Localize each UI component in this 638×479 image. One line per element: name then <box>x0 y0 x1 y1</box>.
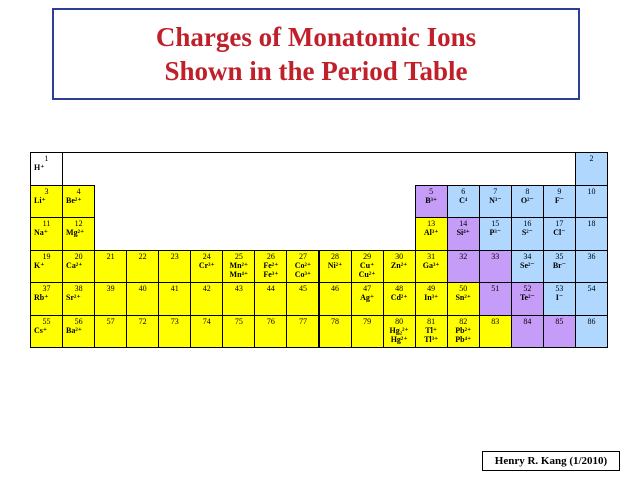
element-cell-47 <box>351 282 384 316</box>
ion-list <box>63 326 94 335</box>
element-cell-5 <box>415 185 448 219</box>
atomic-number: 30 <box>395 251 404 261</box>
element-cell-4 <box>62 185 95 219</box>
atomic-number: 19 <box>42 251 51 261</box>
element-cell-38 <box>62 282 95 316</box>
ion-symbol: Ca²⁺ <box>66 260 83 270</box>
atomic-number: 36 <box>587 251 596 261</box>
title-line-2: Shown in the Period Table <box>164 56 468 86</box>
ion-symbol: Al³⁺ <box>423 228 439 237</box>
ion-symbol: C⁴ <box>459 195 468 205</box>
element-cell-1 <box>30 152 63 186</box>
element-cell-25 <box>222 250 255 284</box>
atomic-number: 29 <box>363 251 372 261</box>
ion-symbol: O²⁻ <box>520 195 534 205</box>
atomic-number: 22 <box>138 251 147 261</box>
element-cell-21 <box>94 250 127 284</box>
ion-list <box>384 293 415 302</box>
atomic-number: 31 <box>427 251 436 261</box>
atomic-number: 37 <box>42 284 51 293</box>
ion-list <box>31 196 62 205</box>
ion-list <box>512 228 543 237</box>
element-cell-44 <box>254 282 287 316</box>
atomic-number: 79 <box>363 316 372 326</box>
atomic-number: 57 <box>106 316 115 326</box>
ion-list <box>416 326 447 344</box>
atomic-number: 4 <box>76 186 81 196</box>
ion-symbol: Mg²⁺ <box>66 228 85 237</box>
ion-symbol: Ni²⁺ <box>327 260 343 270</box>
atomic-number: 82 <box>459 316 468 326</box>
atomic-number: 11 <box>42 219 51 228</box>
element-cell-22 <box>126 250 159 284</box>
ion-list <box>512 261 543 270</box>
element-cell-74 <box>190 315 223 349</box>
element-cell-37 <box>30 282 63 316</box>
element-cell-77 <box>286 315 319 349</box>
atomic-number: 50 <box>459 284 468 293</box>
ion-symbol: Cl⁻ <box>553 228 566 237</box>
ion-list <box>31 163 62 172</box>
element-cell-79 <box>351 315 384 349</box>
atomic-number: 81 <box>427 316 436 326</box>
atomic-number: 44 <box>266 284 275 293</box>
atomic-number: 83 <box>491 316 500 326</box>
element-cell-82 <box>447 315 480 349</box>
atomic-number: 5 <box>429 186 434 196</box>
element-cell-26 <box>254 250 287 284</box>
atomic-number: 16 <box>523 219 532 228</box>
element-cell-24 <box>190 250 223 284</box>
atomic-number: 7 <box>493 186 498 196</box>
atomic-number: 40 <box>138 284 147 293</box>
ion-list <box>544 228 575 237</box>
element-cell-27 <box>286 250 319 284</box>
atomic-number: 35 <box>555 251 564 261</box>
ion-symbol: Si⁴⁺ <box>456 228 470 237</box>
element-cell-84 <box>511 315 544 349</box>
ion-list <box>416 196 447 205</box>
atomic-number: 13 <box>427 219 436 228</box>
element-cell-12 <box>62 217 95 251</box>
element-cell-34 <box>511 250 544 284</box>
atomic-number: 75 <box>234 316 243 326</box>
element-cell-36 <box>575 250 608 284</box>
atomic-number: 10 <box>587 186 596 196</box>
ion-symbol: K⁺ <box>34 260 45 270</box>
element-cell-20 <box>62 250 95 284</box>
atomic-number: 52 <box>523 284 532 293</box>
ion-list <box>63 228 94 237</box>
ion-list <box>416 228 447 237</box>
ion-list <box>31 293 62 302</box>
atomic-number: 8 <box>525 186 530 196</box>
ion-symbol: Rb⁺ <box>34 293 49 302</box>
ion-symbol: Pb⁴⁺ <box>455 334 472 344</box>
element-cell-32 <box>447 250 480 284</box>
ion-list <box>544 261 575 270</box>
atomic-number: 51 <box>491 284 500 293</box>
ion-list <box>63 293 94 302</box>
element-cell-72 <box>126 315 159 349</box>
ion-symbol: Ga³⁺ <box>422 260 440 270</box>
element-cell-9 <box>543 185 576 219</box>
ion-list <box>448 196 479 205</box>
atomic-number: 48 <box>395 284 404 293</box>
element-cell-31 <box>415 250 448 284</box>
atomic-number: 27 <box>298 251 307 261</box>
atomic-number: 24 <box>202 251 211 261</box>
atomic-number: 85 <box>555 316 564 326</box>
element-cell-33 <box>479 250 512 284</box>
ion-list <box>31 326 62 335</box>
element-cell-45 <box>286 282 319 316</box>
ion-list <box>255 261 286 279</box>
element-cell-18 <box>575 217 608 251</box>
element-cell-52 <box>511 282 544 316</box>
ion-symbol: P³⁻ <box>489 228 502 237</box>
ion-list <box>416 293 447 302</box>
atomic-number: 54 <box>587 284 596 293</box>
atomic-number: 6 <box>461 186 466 196</box>
element-cell-14 <box>447 217 480 251</box>
atomic-number: 46 <box>331 284 340 293</box>
ion-symbol: In³⁺ <box>424 293 439 302</box>
ion-symbol: Tl³⁺ <box>424 334 439 344</box>
atomic-number: 32 <box>459 251 468 261</box>
element-cell-81 <box>415 315 448 349</box>
element-cell-23 <box>158 250 191 284</box>
element-cell-85 <box>543 315 576 349</box>
element-cell-50 <box>447 282 480 316</box>
ion-symbol: Fe³⁺ <box>263 269 279 279</box>
ion-symbol: Mn²⁺ <box>229 260 249 270</box>
element-cell-16 <box>511 217 544 251</box>
atomic-number: 43 <box>234 284 243 293</box>
element-cell-86 <box>575 315 608 349</box>
ion-list <box>31 228 62 237</box>
ion-symbol: Pb²⁺ <box>455 325 472 335</box>
ion-symbol: Cs⁺ <box>34 325 48 335</box>
title-box <box>52 8 580 100</box>
author-credit: Henry R. Kang (1/2010) <box>482 451 620 471</box>
atomic-number: 2 <box>589 154 594 163</box>
ion-symbol: Cd²⁺ <box>390 293 408 302</box>
atomic-number: 1 <box>44 154 49 163</box>
element-cell-2 <box>575 152 608 186</box>
ion-list <box>191 261 222 270</box>
element-cell-17 <box>543 217 576 251</box>
element-cell-78 <box>319 315 352 349</box>
ion-symbol: Sr²⁺ <box>66 293 81 302</box>
atomic-number: 74 <box>202 316 211 326</box>
periodic-table <box>30 152 607 347</box>
ion-list <box>448 326 479 344</box>
atomic-number: 3 <box>44 186 49 196</box>
ion-list <box>63 196 94 205</box>
atomic-number: 49 <box>427 284 436 293</box>
element-cell-43 <box>222 282 255 316</box>
atomic-number: 45 <box>298 284 307 293</box>
atomic-number: 28 <box>331 251 340 261</box>
element-cell-42 <box>190 282 223 316</box>
ion-list <box>480 228 511 237</box>
title-line-1: Charges of Monatomic Ions <box>155 22 477 52</box>
ion-list <box>287 261 318 279</box>
atomic-number: 26 <box>266 251 275 261</box>
atomic-number: 55 <box>42 316 51 326</box>
atomic-number: 12 <box>74 219 83 228</box>
element-cell-7 <box>479 185 512 219</box>
ion-symbol: H⁺ <box>34 163 45 172</box>
atomic-number: 14 <box>459 219 468 228</box>
ion-symbol: Hg₂²⁺ <box>389 325 409 335</box>
element-cell-53 <box>543 282 576 316</box>
ion-symbol: Li⁺ <box>34 195 46 205</box>
atomic-number: 20 <box>74 251 83 261</box>
element-cell-29 <box>351 250 384 284</box>
atomic-number: 86 <box>587 316 596 326</box>
ion-list <box>223 261 254 279</box>
element-cell-73 <box>158 315 191 349</box>
ion-symbol: N³⁻ <box>489 195 502 205</box>
ion-symbol: Se²⁻ <box>520 260 535 270</box>
atomic-number: 41 <box>170 284 179 293</box>
atomic-number: 38 <box>74 284 83 293</box>
element-cell-51 <box>479 282 512 316</box>
ion-symbol: S²⁻ <box>521 228 533 237</box>
ion-symbol: Be²⁺ <box>66 195 82 205</box>
ion-list <box>448 293 479 302</box>
atomic-number: 15 <box>491 219 500 228</box>
atomic-number: 53 <box>555 284 564 293</box>
element-cell-40 <box>126 282 159 316</box>
element-cell-55 <box>30 315 63 349</box>
element-cell-75 <box>222 315 255 349</box>
ion-list <box>352 293 383 302</box>
ion-symbol: Hg²⁺ <box>390 334 408 344</box>
element-cell-28 <box>319 250 352 284</box>
atomic-number: 72 <box>138 316 147 326</box>
atomic-number: 77 <box>298 316 307 326</box>
ion-symbol: B³⁺ <box>425 195 438 205</box>
element-cell-13 <box>415 217 448 251</box>
element-cell-35 <box>543 250 576 284</box>
atomic-number: 56 <box>74 316 83 326</box>
atomic-number: 17 <box>555 219 564 228</box>
element-cell-8 <box>511 185 544 219</box>
ion-list <box>480 196 511 205</box>
ion-symbol: I⁻ <box>555 293 564 302</box>
ion-list <box>544 196 575 205</box>
ion-symbol: Fe²⁺ <box>263 260 279 270</box>
element-cell-76 <box>254 315 287 349</box>
atomic-number: 84 <box>523 316 532 326</box>
element-cell-15 <box>479 217 512 251</box>
ion-list <box>512 293 543 302</box>
ion-symbol: Sn²⁺ <box>455 293 471 302</box>
element-cell-49 <box>415 282 448 316</box>
atomic-number: 34 <box>523 251 532 261</box>
element-cell-83 <box>479 315 512 349</box>
ion-symbol: Ba²⁺ <box>66 325 83 335</box>
ion-symbol: Cu²⁺ <box>358 269 376 279</box>
element-cell-11 <box>30 217 63 251</box>
ion-symbol: Co²⁺ <box>294 260 312 270</box>
element-cell-19 <box>30 250 63 284</box>
ion-list <box>352 261 383 279</box>
ion-symbol: Zn²⁺ <box>390 260 408 270</box>
atomic-number: 21 <box>106 251 115 261</box>
element-cell-48 <box>383 282 416 316</box>
element-cell-3 <box>30 185 63 219</box>
ion-symbol: Cr³⁺ <box>198 260 215 270</box>
element-cell-6 <box>447 185 480 219</box>
element-cell-54 <box>575 282 608 316</box>
element-cell-80 <box>383 315 416 349</box>
element-cell-41 <box>158 282 191 316</box>
element-cell-39 <box>94 282 127 316</box>
atomic-number: 47 <box>363 284 372 293</box>
element-cell-10 <box>575 185 608 219</box>
ion-symbol: Tl⁺ <box>425 325 438 335</box>
ion-symbol: Cu⁺ <box>359 260 375 270</box>
element-cell-30 <box>383 250 416 284</box>
ion-symbol: Mn⁴⁺ <box>229 269 249 279</box>
ion-list <box>448 228 479 237</box>
atomic-number: 9 <box>557 186 562 196</box>
ion-list <box>544 293 575 302</box>
ion-list <box>384 326 415 344</box>
atomic-number: 42 <box>202 284 211 293</box>
ion-list <box>31 261 62 270</box>
ion-list <box>63 261 94 270</box>
ion-symbol: Na⁺ <box>34 228 48 237</box>
ion-list <box>384 261 415 270</box>
atomic-number: 33 <box>491 251 500 261</box>
atomic-number: 73 <box>170 316 179 326</box>
atomic-number: 80 <box>395 316 404 326</box>
ion-list <box>416 261 447 270</box>
element-cell-57 <box>94 315 127 349</box>
element-cell-46 <box>319 282 352 316</box>
atomic-number: 76 <box>266 316 275 326</box>
element-cell-56 <box>62 315 95 349</box>
ion-symbol: Br⁻ <box>552 260 566 270</box>
atomic-number: 78 <box>331 316 340 326</box>
ion-symbol: Ag⁺ <box>360 293 375 302</box>
atomic-number: 18 <box>587 219 596 228</box>
ion-symbol: Te²⁻ <box>519 293 535 302</box>
ion-symbol: F⁻ <box>554 195 564 205</box>
ion-symbol: Co³⁺ <box>294 269 312 279</box>
ion-list <box>320 261 351 270</box>
ion-list <box>512 196 543 205</box>
atomic-number: 23 <box>170 251 179 261</box>
atomic-number: 39 <box>106 284 115 293</box>
atomic-number: 25 <box>234 251 243 261</box>
